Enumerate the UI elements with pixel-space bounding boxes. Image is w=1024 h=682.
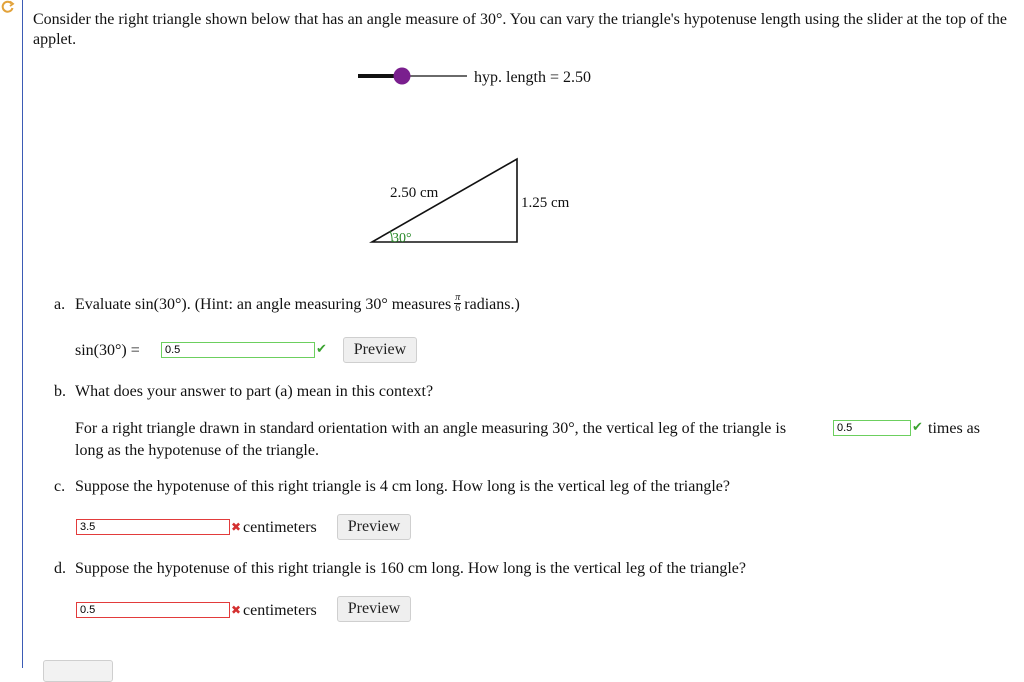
sin-equation-label: sin(30°) = — [75, 342, 140, 359]
triangle-applet — [350, 60, 670, 260]
part-b-times-as: times as — [928, 420, 980, 437]
check-icon: ✔ — [912, 420, 923, 435]
pi-over-6-fraction: $\frac{\pi}{6}$ — [455, 292, 461, 314]
part-a-answer-input[interactable]: 0.5 — [161, 342, 315, 358]
submit-button-partial[interactable] — [43, 660, 113, 682]
leg-label: 1.25 cm — [521, 195, 570, 211]
part-c-preview-button[interactable]: Preview — [337, 514, 411, 540]
part-c-prompt: Suppose the hypotenuse of this right triangle is 4 cm long. How long is the vertical leg of the triangle? — [75, 478, 730, 495]
intro-text: Consider the right triangle shown below that has an angle measure of 30°. You can vary the triangle's hypotenuse length using the slider at the top of the applet. — [33, 11, 1007, 48]
check-icon: ✔ — [316, 342, 327, 357]
part-b-sentence-end: long as the hypotenuse of the triangle. — [75, 442, 319, 459]
part-c-unit: centimeters — [243, 519, 317, 536]
part-d-unit: centimeters — [243, 602, 317, 619]
part-b-sentence-start: For a right triangle drawn in standard orientation with an angle measuring 30°, the vertical leg of the triangle is — [75, 420, 787, 437]
slider-label: hyp. length = 2.50 — [474, 69, 592, 86]
part-a-prompt — [75, 292, 520, 316]
part-d-preview-button[interactable]: Preview — [337, 596, 411, 622]
part-a-preview-button[interactable]: Preview — [343, 337, 417, 363]
part-a-label: a. — [54, 296, 66, 313]
part-d-label: d. — [54, 560, 66, 577]
reload-icon[interactable] — [1, 0, 15, 14]
part-c-label: c. — [54, 478, 66, 495]
part-d-prompt: Suppose the hypotenuse of this right triangle is 160 cm long. How long is the vertical leg of the triangle? — [75, 560, 746, 577]
left-rule — [22, 0, 23, 668]
slider-thumb[interactable] — [394, 68, 411, 85]
part-a-prompt-end: radians.) — [464, 296, 520, 314]
part-b-label: b. — [54, 383, 66, 400]
part-d-answer-input[interactable]: 0.5 — [76, 602, 230, 618]
hypotenuse-label: 2.50 cm — [390, 185, 439, 201]
part-c-answer-input[interactable]: 3.5 — [76, 519, 230, 535]
cross-icon: ✖ — [231, 603, 242, 617]
angle-label: 30° — [392, 231, 412, 246]
cross-icon: ✖ — [231, 520, 242, 534]
part-b-prompt: What does your answer to part (a) mean in this context? — [75, 383, 434, 400]
part-a-prompt-start: Evaluate sin(30°). (Hint: an angle measuring 30° measures — [75, 296, 452, 314]
part-b-answer-input[interactable]: 0.5 — [833, 420, 911, 436]
